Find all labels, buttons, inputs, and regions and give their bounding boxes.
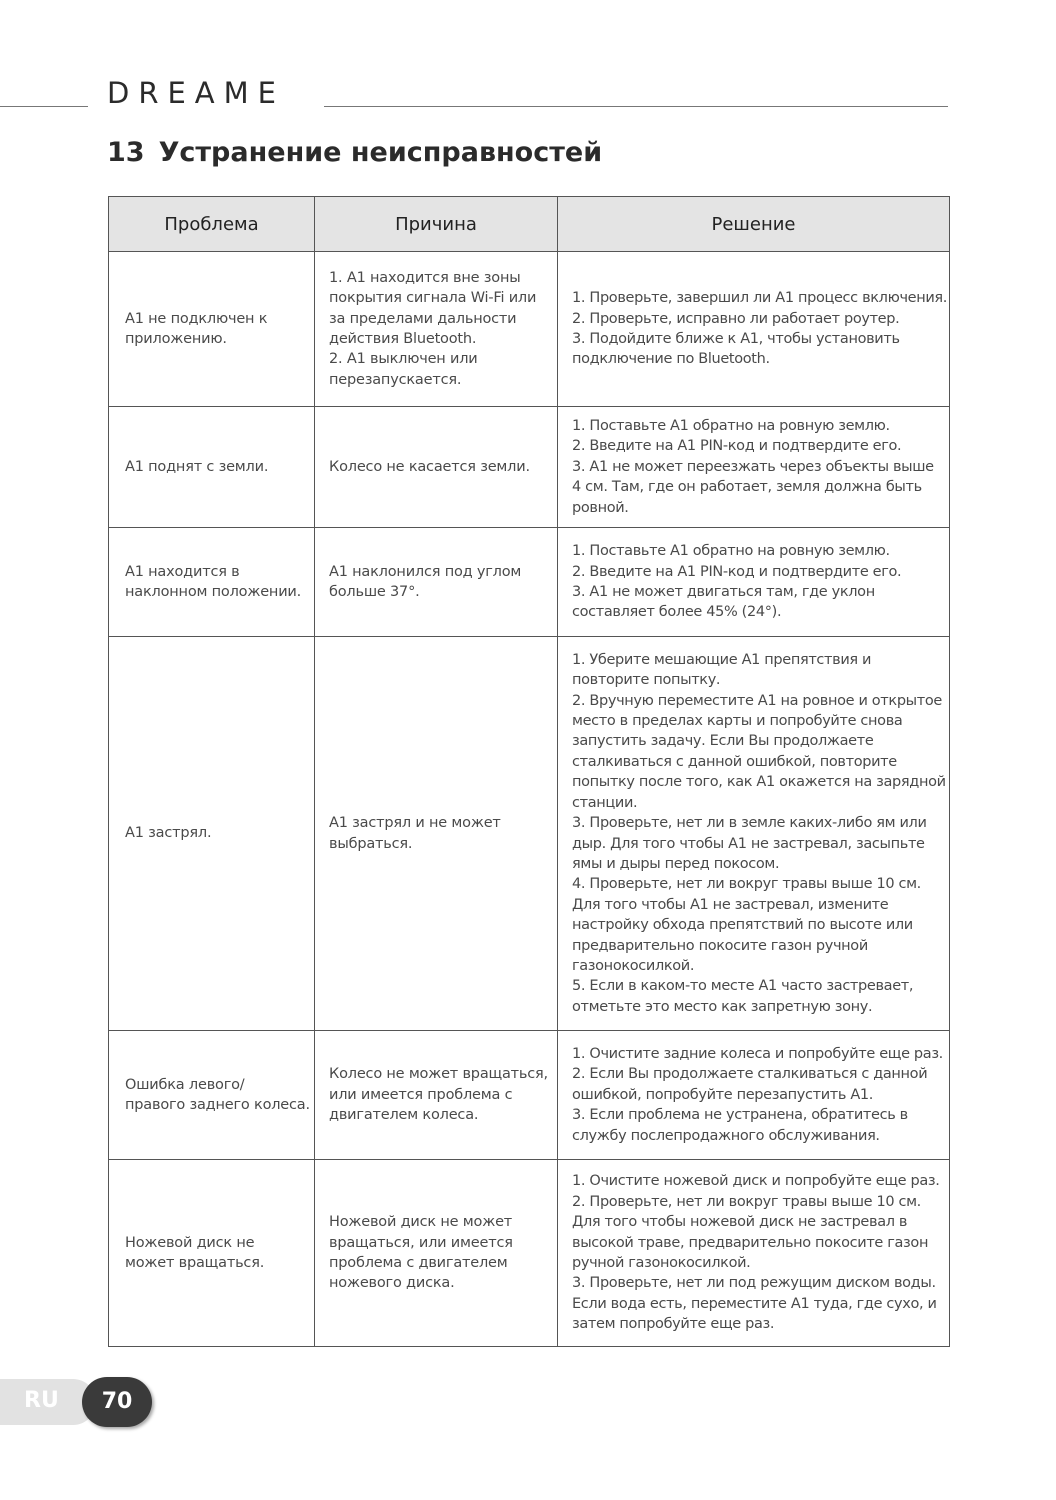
problem-cell-line: Ошибка левого/ — [125, 1076, 245, 1093]
section-title-text: Устранение неисправностей — [158, 137, 603, 168]
solution-cell-line: предварительно покосите газон ручной — [572, 937, 868, 954]
solution-cell-line: дыр. Для того чтобы A1 не застревал, засыпьте — [572, 835, 925, 852]
solution-cell-line: 5. Если в каком-то месте A1 часто застревает, — [572, 978, 914, 995]
solution-cell-line: 2. Проверьте, исправно ли работает роутер. — [572, 310, 900, 327]
solution-cell-line: 3. Подойдите ближе к A1, чтобы установить — [572, 331, 900, 347]
solution-cell-line: Если вода есть, переместите A1 туда, где сухо, и — [572, 1295, 937, 1312]
solution-cell — [558, 1160, 950, 1347]
solution-cell — [558, 407, 950, 528]
cause-cell — [315, 252, 558, 407]
problem-cell — [109, 407, 315, 528]
column-header-problem: Проблема — [109, 197, 315, 252]
problem-cell-line: A1 находится в — [125, 563, 240, 580]
problem-cell — [109, 1031, 315, 1160]
problem-cell-line: A1 застрял. — [125, 825, 212, 842]
solution-cell-line: 3. Если проблема не устранена, обратитесь в — [572, 1107, 908, 1124]
cause-cell-line: A1 наклонился под углом — [329, 563, 522, 580]
solution-cell-line: службу послепродажного обслуживания. — [572, 1127, 880, 1144]
table-row — [109, 252, 950, 407]
solution-cell-line: 2. Проверьте, нет ли вокруг травы выше 10 см. — [572, 1193, 921, 1210]
cause-cell-line: 2. A1 выключен или — [329, 351, 478, 368]
cause-cell — [315, 1160, 558, 1347]
cause-cell-line: действия Bluetooth. — [329, 331, 477, 347]
solution-cell-line: 3. A1 не может переезжать через объекты выше — [572, 458, 934, 475]
column-header-cause: Причина — [315, 197, 558, 252]
solution-cell — [558, 528, 950, 637]
problem-cell-line: A1 поднят с земли. — [125, 458, 269, 475]
column-header-solution: Решение — [558, 197, 950, 252]
solution-cell-line: 1. Уберите мешающие A1 препятствия и — [572, 651, 872, 668]
table-row — [109, 407, 950, 528]
solution-cell-line: Для того чтобы A1 не застревал, измените — [572, 896, 889, 913]
cause-cell — [315, 528, 558, 637]
solution-cell — [558, 252, 950, 407]
solution-cell-line: 1. Очистите ножевой диск и попробуйте еще раз. — [572, 1173, 940, 1190]
solution-cell-line: настройку обхода препятствий по высоте или — [572, 917, 913, 934]
cause-cell — [315, 1031, 558, 1160]
solution-cell-line: 2. Введите на A1 PIN-код и подтвердите его. — [572, 438, 902, 455]
troubleshooting-table — [108, 196, 950, 1347]
solution-cell-line: попытку после того, как A1 окажется на зарядной — [572, 774, 946, 791]
solution-cell — [558, 637, 950, 1031]
solution-cell-line: ошибкой, попробуйте перезапустить A1. — [572, 1086, 874, 1103]
problem-cell-line: может вращаться. — [125, 1255, 265, 1271]
language-label: RU — [24, 1388, 59, 1413]
section-title — [107, 134, 602, 172]
solution-cell-line: газонокосилкой. — [572, 957, 695, 974]
problem-cell — [109, 637, 315, 1031]
solution-cell-line: сталкиваться с данной ошибкой, повторите — [572, 753, 897, 770]
solution-cell-line: Для того чтобы ножевой диск не застревал в — [572, 1214, 908, 1231]
solution-cell — [558, 1031, 950, 1160]
cause-cell-line: Колесо не может вращаться, — [329, 1066, 548, 1083]
solution-cell-line: 2. Если Вы продолжаете сталкиваться с данной — [572, 1066, 928, 1083]
cause-cell-line: за пределами дальности — [329, 310, 517, 327]
cause-cell-line: 1. A1 находится вне зоны — [329, 269, 521, 286]
solution-cell-line: отметьте это место как запретную зону. — [572, 998, 873, 1015]
solution-cell-line: 3. Проверьте, нет ли под режущим диском воды. — [572, 1275, 936, 1292]
solution-cell-line: затем попробуйте еще раз. — [572, 1316, 775, 1333]
cause-cell-line: вращаться, или имеется — [329, 1234, 513, 1251]
table-row — [109, 637, 950, 1031]
problem-cell-line: приложению. — [125, 331, 227, 347]
solution-cell-line: ровной. — [572, 499, 629, 516]
solution-cell-line: 3. A1 не может двигаться там, где уклон — [572, 584, 875, 600]
solution-cell-line: 4 см. Там, где он работает, земля должна быть — [572, 479, 922, 496]
problem-cell-line: наклонном положении. — [125, 584, 302, 600]
cause-cell-line: перезапускается. — [329, 371, 462, 388]
solution-cell-line: 4. Проверьте, нет ли вокруг травы выше 10 см. — [572, 876, 921, 893]
table-header-row — [109, 197, 950, 252]
problem-cell — [109, 252, 315, 407]
solution-cell-line: составляет более 45% (24°). — [572, 604, 782, 621]
problem-cell — [109, 1160, 315, 1347]
cause-cell-line: ножевого диска. — [329, 1275, 455, 1292]
table-row — [109, 1031, 950, 1160]
problem-cell — [109, 528, 315, 637]
cause-cell-line: Колесо не касается земли. — [329, 458, 530, 475]
solution-cell-line: 1. Проверьте, завершил ли A1 процесс включения. — [572, 290, 948, 307]
header-rule-left — [0, 106, 88, 107]
solution-cell-line: 2. Введите на A1 PIN-код и подтвердите его. — [572, 563, 902, 580]
cause-cell-line: или имеется проблема с — [329, 1086, 513, 1103]
solution-cell-line: место в пределах карты и попробуйте снова — [572, 713, 903, 730]
problem-cell-line: Ножевой диск не — [125, 1234, 255, 1251]
cause-cell — [315, 637, 558, 1031]
cause-cell-line: A1 застрял и не может — [329, 815, 501, 832]
header-rule-right — [324, 106, 948, 107]
problem-cell-line: А1 не подключен к — [125, 310, 268, 327]
solution-cell-line: 2. Вручную переместите A1 на ровное и открытое — [572, 692, 942, 709]
cause-cell-line: двигателем колеса. — [329, 1107, 479, 1124]
cause-cell-line: выбраться. — [329, 835, 413, 852]
table-row — [109, 1160, 950, 1347]
cause-cell-line: проблема с двигателем — [329, 1255, 508, 1271]
solution-cell-line: 1. Поставьте A1 обратно на ровную землю. — [572, 417, 890, 434]
cause-cell-line: больше 37°. — [329, 584, 420, 600]
solution-cell-line: повторите попытку. — [572, 672, 721, 689]
solution-cell-line: подключение по Bluetooth. — [572, 351, 770, 368]
solution-cell-line: ручной газонокосилкой. — [572, 1255, 751, 1271]
solution-cell-line: 3. Проверьте, нет ли в земле каких-либо ям или — [572, 815, 927, 832]
page-number: 70 — [101, 1389, 133, 1414]
solution-cell-line: ямы и дыры перед покосом. — [572, 855, 780, 872]
solution-cell-line: 1. Поставьте A1 обратно на ровную землю. — [572, 543, 890, 560]
cause-cell-line: Ножевой диск не может — [329, 1214, 513, 1231]
solution-cell-line: высокой траве, предварительно покосите газон — [572, 1234, 929, 1251]
page-number-badge — [82, 1377, 152, 1427]
table-row — [109, 528, 950, 637]
solution-cell-line: станции. — [572, 794, 638, 811]
problem-cell-line: правого заднего колеса. — [125, 1097, 310, 1113]
cause-cell — [315, 407, 558, 528]
solution-cell-line: 1. Очистите задние колеса и попробуйте еще раз. — [572, 1045, 943, 1062]
cause-cell-line: покрытия сигнала Wi-Fi или — [329, 290, 537, 307]
solution-cell-line: запустить задачу. Если Вы продолжаете — [572, 733, 874, 750]
section-number: 13 — [107, 137, 145, 168]
brand-logo: DREAME — [107, 76, 285, 110]
